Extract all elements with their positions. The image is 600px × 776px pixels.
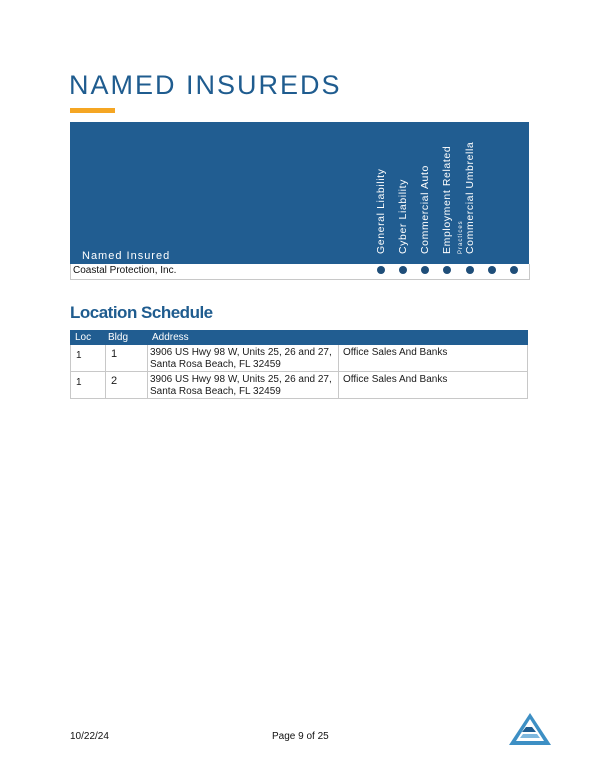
table-header [70, 330, 528, 345]
header-loc: Loc [75, 332, 92, 343]
named-insured-column-label: Named Insured [82, 250, 171, 262]
coverage-dot [377, 266, 385, 274]
coverage-dot [488, 266, 496, 274]
coverage-dot [510, 266, 518, 274]
coverage-dot [443, 266, 451, 274]
cell-bldg: 1 [111, 348, 118, 360]
named-insured-name: Coastal Protection, Inc. [73, 265, 177, 276]
cell-address-line1: 3906 US Hwy 98 W, Units 25, 26 and 27, [150, 347, 332, 358]
cell-bldg: 2 [111, 375, 118, 387]
cell-address-line1: 3906 US Hwy 98 W, Units 25, 26 and 27, [150, 374, 332, 385]
cell-address-line2: Santa Rosa Beach, FL 32459 [150, 386, 281, 397]
coverage-dot [399, 266, 407, 274]
named-insured-header [70, 122, 529, 264]
coverage-label: Employment Related [441, 145, 453, 254]
coverage-column-commercial-auto [419, 124, 433, 254]
header-bldg: Bldg [108, 332, 129, 343]
title-accent-bar [70, 108, 115, 113]
coverage-column-general-liability [375, 124, 389, 254]
cell-loc: 1 [76, 350, 82, 361]
coverage-dot [421, 266, 429, 274]
header-address: Address [152, 332, 189, 343]
coverage-label: Commercial Umbrella [464, 141, 476, 254]
coverage-label: Cyber Liability [397, 179, 409, 254]
footer-page-number: Page 9 of 25 [272, 731, 329, 742]
footer-date: 10/22/24 [70, 731, 109, 742]
coverage-column-commercial-umbrella [464, 124, 478, 254]
cell-occupancy: Office Sales And Banks [343, 347, 448, 358]
coverage-label: Commercial Auto [419, 165, 431, 254]
coverage-dot [466, 266, 474, 274]
page-title: NAMED INSUREDS [69, 70, 342, 100]
coverage-sublabel: Practices [458, 220, 464, 254]
table-row [70, 372, 528, 399]
named-insured-row [70, 264, 530, 280]
cell-loc: 1 [76, 377, 82, 388]
coverage-label: General Liability [375, 168, 387, 254]
company-logo-icon [508, 712, 552, 746]
cell-address-line2: Santa Rosa Beach, FL 32459 [150, 359, 281, 370]
location-schedule-title: Location Schedule [70, 303, 213, 322]
cell-occupancy: Office Sales And Banks [343, 374, 448, 385]
table-row [70, 345, 528, 372]
coverage-column-cyber-liability [397, 124, 411, 254]
location-schedule-table [70, 330, 528, 399]
